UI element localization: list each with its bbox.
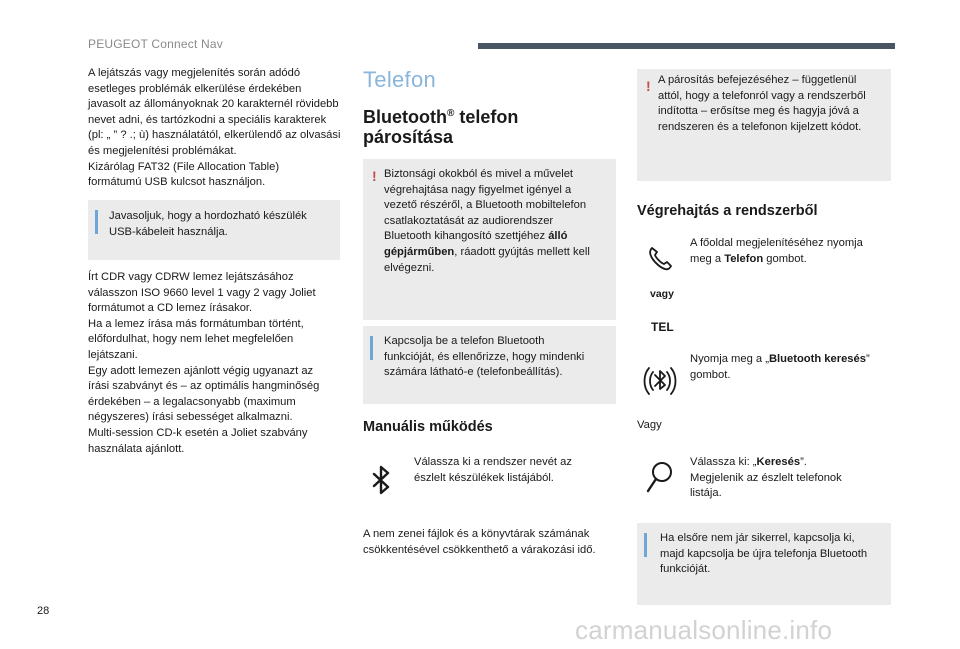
text-line: Írt CDR vagy CDRW lemez lejátszásához — [88, 271, 294, 283]
header-bar — [478, 43, 895, 49]
text-line: használata ajánlott. — [88, 442, 185, 455]
text-span: ” — [865, 353, 870, 365]
page-number: 28 — [37, 605, 50, 617]
bold-text: Bluetooth keresés — [768, 353, 866, 365]
text-line: esetleges problémák elkerülése érdekében — [88, 82, 302, 95]
text-line: csökkentésével csökkenthető a várakozási idő. — [363, 543, 596, 556]
text-line: indította – erősítse meg és hagyja jóvá a — [658, 105, 859, 118]
heading-system-execution: Végrehajtás a rendszerből — [637, 203, 818, 219]
info-note-bluetooth-visible — [363, 326, 616, 404]
text-line: gombot. — [690, 368, 731, 381]
text-span: gombot. — [763, 252, 807, 265]
text-line: vezető részéről, a Bluetooth mobiltelefon — [384, 199, 587, 212]
bold-text: gépjárműben — [384, 245, 455, 258]
text-line: négyszeres) írási sebességet alkalmazni. — [88, 411, 293, 424]
subtitle-part: Bluetooth — [363, 107, 447, 127]
search-icon — [644, 459, 676, 495]
text-line: funkcióját, és ellenőrizze, hogy mindenki — [384, 350, 585, 363]
text-line: USB-kábeleit használja. — [109, 225, 228, 238]
info-note-retry — [637, 523, 891, 605]
warning-icon: ! — [646, 78, 651, 94]
text-line: javasolt az állományoknak 20 karakternél rövidebb — [88, 98, 339, 111]
text-line: A lejátszás vagy megjelenítés során adódó — [88, 67, 301, 79]
info-marker — [644, 533, 647, 557]
text-line: Ha a lemez írása más formátumban történt, — [88, 317, 304, 330]
text-line: írási szabványt és – az optimális hangminőség — [88, 380, 320, 393]
step-bluetooth-search-text — [690, 352, 895, 383]
text-line: csatlakoztatását az audiorendszer — [384, 214, 554, 227]
bold-text: Keresés — [756, 456, 801, 468]
text-line: elvégezni. — [384, 261, 435, 274]
subtitle-line: párosítása — [363, 127, 454, 147]
text-line: Válassza ki a rendszer nevét az — [414, 456, 572, 468]
text-line: A főoldal megjelenítéséhez nyomja — [690, 237, 863, 249]
heading-manual-operation: Manuális működés — [363, 419, 493, 435]
warning-note-safety — [363, 159, 616, 320]
text-line: Megjelenik az észlelt telefonok — [690, 471, 842, 484]
text-span: Bluetooth kihangosító szettjéhez — [384, 230, 549, 243]
info-note-usb-cable — [88, 200, 340, 260]
text-line: Egy adott lemezen ajánlott végig ugyanazt az — [88, 364, 314, 377]
manual-step-text — [414, 455, 614, 486]
step-phone-text — [690, 236, 890, 267]
info-marker — [370, 336, 373, 360]
text-line: A nem zenei fájlok és a könyvtárak számának — [363, 528, 590, 540]
warning-note-pairing-code — [637, 69, 891, 181]
bottom-paragraph — [363, 527, 623, 558]
text-line: A párosítás befejezéséhez – függetlenül — [658, 74, 857, 86]
text-line: formátumot a CD lemez írásakor. — [88, 302, 253, 315]
text-line: Ha elsőre nem jár sikerrel, kapcsolja ki, — [660, 532, 855, 544]
text-line: rendszeren és a telefonon kijelzett kódot. — [658, 120, 862, 133]
step-search-text — [690, 455, 890, 502]
running-header: PEUGEOT Connect Nav — [88, 37, 223, 51]
bluetooth-icon — [368, 464, 396, 498]
warning-icon: ! — [372, 168, 377, 184]
info-marker — [95, 210, 98, 234]
text-line: válasszon ISO 9660 level 1 vagy 2 vagy Joliet — [88, 286, 316, 299]
bold-text: álló — [548, 230, 568, 243]
text-span: Nyomja meg a „ — [690, 353, 769, 365]
text-span: , ráadott gyújtás mellett kell — [454, 245, 590, 258]
tel-button-label: TEL — [651, 320, 674, 334]
watermark: carmanualsonline.info — [575, 615, 833, 645]
text-line: számára látható-e (telefonbeállítás). — [384, 366, 563, 379]
text-line: Kapcsolja be a telefon Bluetooth — [384, 335, 545, 347]
or-label: vagy — [650, 288, 674, 300]
text-line: és megjelenítési problémákat. — [88, 144, 237, 157]
text-line: lejátszani. — [88, 348, 138, 361]
text-line: majd kapcsolja be újra telefonja Bluetooth — [660, 547, 868, 560]
text-line: attól, hogy a telefonról vagy a rendszerből — [658, 89, 866, 102]
cd-info-paragraph — [88, 270, 343, 457]
text-line: Multi-session CD-k esetén a Joliet szabvány — [88, 426, 308, 439]
text-span: Válassza ki: „ — [690, 456, 757, 468]
text-span: meg a — [690, 252, 725, 265]
bold-text: Telefon — [724, 252, 764, 265]
section-title-telefon: Telefon — [363, 67, 437, 92]
registered-mark: ® — [446, 108, 455, 119]
text-line: érdekében – a legalacsonyabb (maximum — [88, 395, 296, 408]
text-line: észlelt készülékek listájából. — [414, 471, 554, 484]
text-line: (pl: „ ” ? .; ù) használatától, elkerülendő az olvasási — [88, 129, 341, 142]
bluetooth-search-icon — [640, 360, 680, 402]
text-line: nevet adni, és tartózkodni a speciális karakterek — [88, 113, 327, 126]
subtitle-part: telefon — [454, 107, 519, 127]
text-line: listája. — [690, 487, 722, 500]
text-line: Biztonsági okokból és mivel a művelet — [384, 168, 574, 180]
text-line: formátumú USB kulcsot használjon. — [88, 176, 266, 189]
subtitle-bluetooth-pairing — [363, 104, 616, 147]
text-line: funkcióját. — [660, 563, 711, 576]
usb-info-paragraph — [88, 66, 343, 191]
text-span: ”. — [800, 456, 807, 468]
text-line: végrehajtása nagy figyelmet igényel a — [384, 183, 572, 196]
text-line: Kizárólag FAT32 (File Allocation Table) — [88, 160, 280, 173]
text-line: Javasoljuk, hogy a hordozható készülék — [109, 210, 307, 222]
or-text: Vagy — [637, 419, 662, 431]
phone-icon — [646, 244, 674, 272]
text-line: előfordulhat, hogy nem lehet megfelelően — [88, 333, 294, 346]
